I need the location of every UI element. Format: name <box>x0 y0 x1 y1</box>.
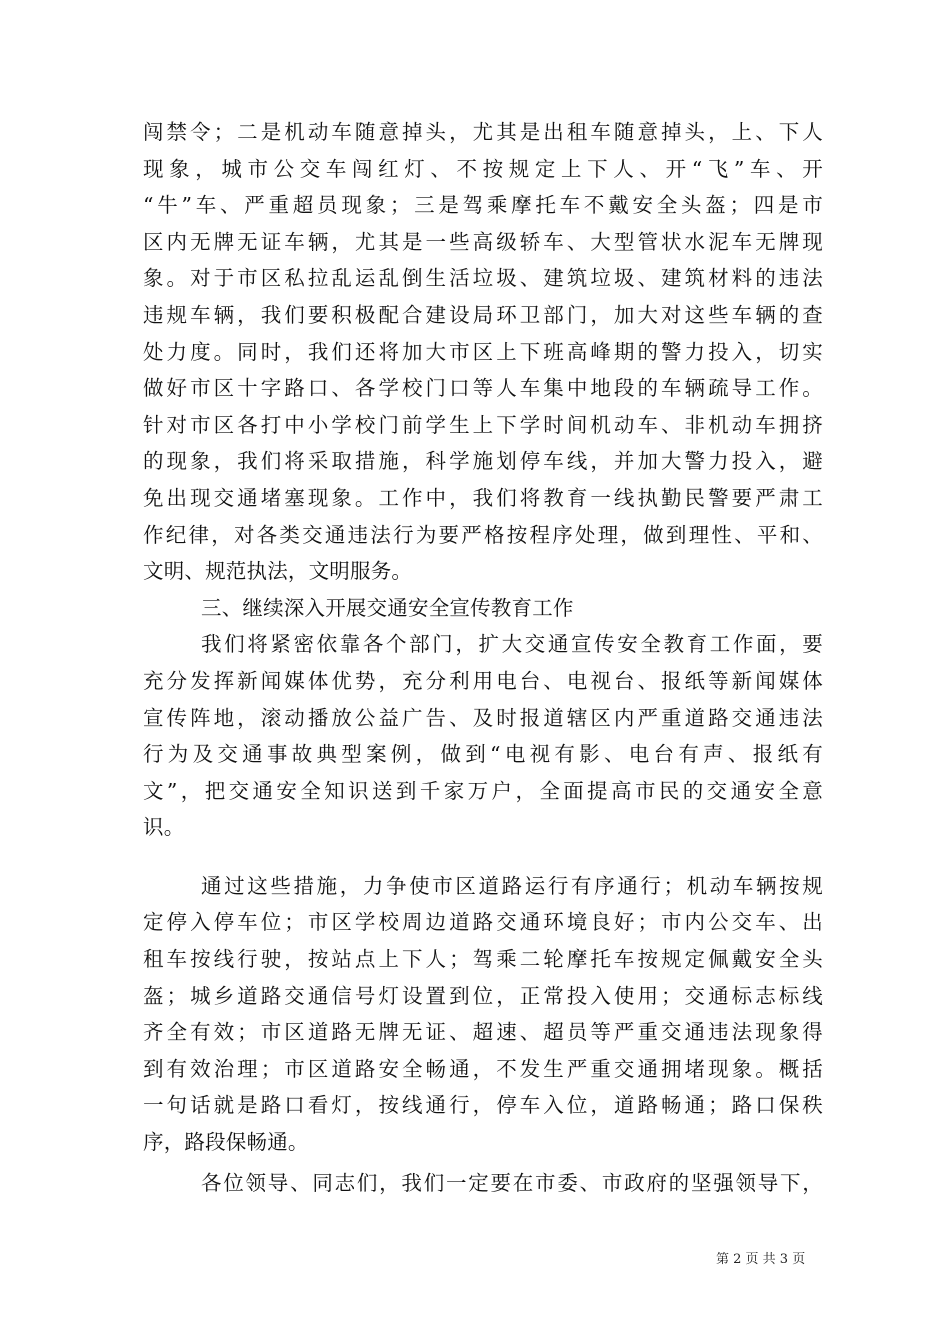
text-line: 到有效治理；市区道路安全畅通，不发生严重交通拥堵现象。概括 <box>143 1056 823 1081</box>
text-line: 违规车辆，我们要积极配合建设局环卫部门，加大对这些车辆的查 <box>143 302 823 327</box>
text-line: 行为及交通事故典型案例，做到“电视有影、电台有声、报纸有 <box>143 742 823 767</box>
text-line: “牛”车、严重超员现象；三是驾乘摩托车不戴安全头盔；四是市 <box>143 193 823 218</box>
paragraph-4 <box>143 1165 823 1202</box>
text-line: 宣传阵地，滚动播放公益广告、及时报道辖区内严重道路交通违法 <box>143 705 823 730</box>
text-line: 我们将紧密依靠各个部门，扩大交通宣传安全教育工作面，要 <box>201 632 823 657</box>
text-line: 各位领导、同志们，我们一定要在市委、市政府的坚强领导下， <box>201 1170 823 1195</box>
text-line: 针对市区各打中小学校门前学生上下学时间机动车、非机动车拥挤 <box>143 412 823 437</box>
text-line: 序，路段保畅通。 <box>143 1130 309 1155</box>
text-line: 作纪律，对各类交通违法行为要严格按程序处理，做到理性、平和、 <box>143 522 823 547</box>
text-line: 文明、规范执法，文明服务。 <box>143 559 413 584</box>
text-line: 盔；城乡道路交通信号灯设置到位，正常投入使用；交通标志标线 <box>143 983 823 1008</box>
page-number: 第 2 页 共 3 页 <box>716 1252 806 1267</box>
document-body <box>143 114 823 1201</box>
text-line: 充分发挥新闻媒体优势，充分利用电台、电视台、报纸等新闻媒体 <box>143 668 823 693</box>
text-line: 处力度。同时，我们还将加大市区上下班高峰期的警力投入，切实 <box>143 339 823 364</box>
text-line: 定停入停车位；市区学校周边道路交通环境良好；市内公交车、出 <box>143 910 823 935</box>
text-line: 免出现交通堵塞现象。工作中，我们将教育一线执勤民警要严肃工 <box>143 485 823 510</box>
text-line: 闯禁令；二是机动车随意掉头，尤其是出租车随意掉头，上、下人 <box>143 120 823 144</box>
text-line: 的现象，我们将采取措施，科学施划停车线，并加大警力投入，避 <box>143 449 823 474</box>
text-line: 租车按线行驶，按站点上下人；驾乘二轮摩托车按规定佩戴安全头 <box>143 947 823 972</box>
text-line: 现象，城市公交车闯红灯、不按规定上下人、开“飞”车、开 <box>143 156 823 181</box>
text-line: 一句话就是路口看灯，按线通行，停车入位，道路畅通；路口保秩 <box>143 1093 823 1118</box>
text-line: 象。对于市区私拉乱运乱倒生活垃圾、建筑垃圾、建筑材料的违法 <box>143 266 823 291</box>
paragraph-3 <box>143 868 823 1161</box>
text-line: 齐全有效；市区道路无牌无证、超速、超员等严重交通违法现象得 <box>143 1020 823 1045</box>
text-line: 通过这些措施，力争使市区道路运行有序通行；机动车辆按规 <box>201 873 823 898</box>
text-line: 区内无牌无证车辆，尤其是一些高级轿车、大型管状水泥车无牌现 <box>143 229 823 254</box>
text-line: 识。 <box>143 815 185 840</box>
paragraph-1 <box>143 114 823 590</box>
paragraph-spacer <box>143 846 823 868</box>
paragraph-2 <box>143 626 823 846</box>
text-line: 文”，把交通安全知识送到千家万户，全面提高市民的交通安全意 <box>143 778 823 803</box>
text-line: 做好市区十字路口、各学校门口等人车集中地段的车辆疏导工作。 <box>143 376 823 401</box>
section-heading: 三、继续深入开展交通安全宣传教育工作 <box>201 595 574 620</box>
